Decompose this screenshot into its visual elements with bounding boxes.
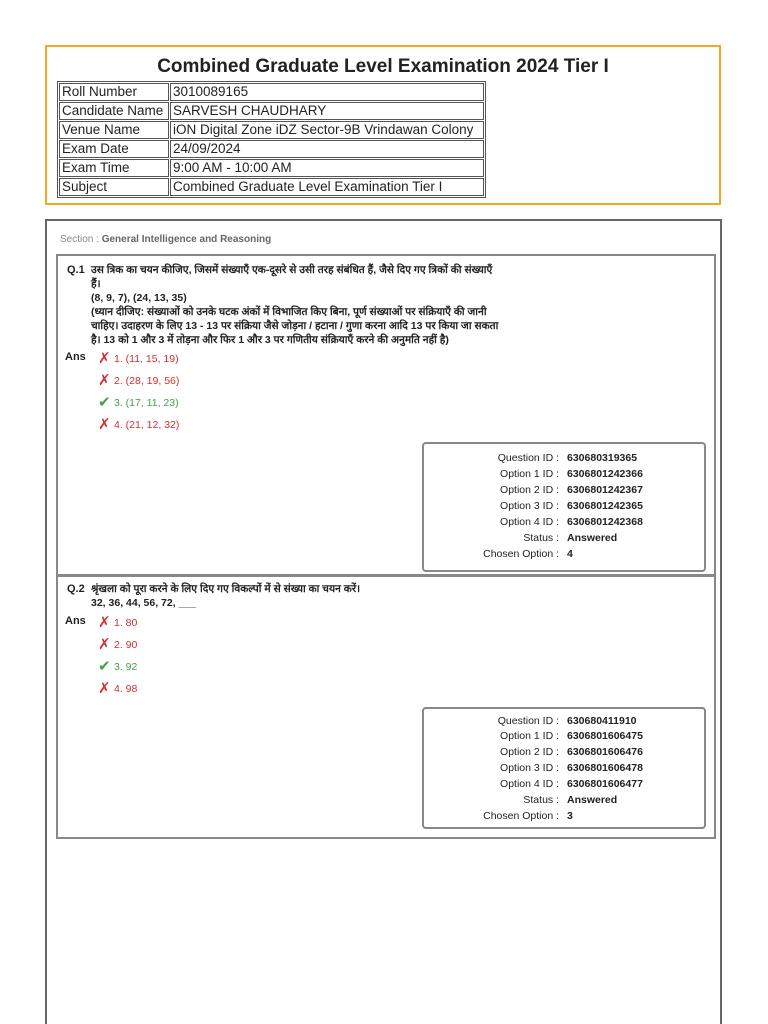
info-row [59,83,484,101]
cross-icon: ✗ [98,372,111,389]
info-value: 9:00 AM - 10:00 AM [170,159,484,177]
meta-label: Option 2 ID : [500,484,559,496]
question-line: उस त्रिक का चयन कीजिए, जिसमें संख्याएँ एक-दूसरे से उसी तरह संबंधित हैं, जैसे दिए गए त्रिकों की संख्याएँ [91,264,493,276]
question-meta [422,442,706,572]
option-id: 6306801606476 [567,746,643,758]
info-label: Subject [59,178,169,196]
answer-sheet [45,219,722,1024]
option-text: 3. 92 [114,661,138,673]
cross-icon: ✗ [98,680,111,697]
question-line: है। 13 को 1 और 3 में तोड़ना और फिर 1 और 3 पर गणितीय संक्रियाएँ करने की अनुमति नहीं है) [91,334,449,346]
option-id: 6306801606475 [567,730,643,742]
answer-option [98,613,137,631]
question-number: Q.1 [67,264,85,276]
answer-option [98,657,137,675]
meta-label: Status : [523,794,559,806]
option-id: 6306801606477 [567,778,643,790]
option-text: 4. (21, 12, 32) [114,419,180,431]
meta-label: Option 3 ID : [500,762,559,774]
option-text: 4. 98 [114,683,138,695]
candidate-info-table [57,81,486,198]
meta-label: Option 4 ID : [500,778,559,790]
question-meta [422,707,706,829]
question-text [91,582,521,610]
question-text [91,263,521,347]
option-id: 6306801242366 [567,468,643,480]
info-row [59,159,484,177]
check-icon: ✔ [98,394,111,411]
ans-label: Ans [65,351,86,363]
meta-label: Option 1 ID : [500,468,559,480]
answer-option [98,679,137,697]
cross-icon: ✗ [98,350,111,367]
section-label [60,234,271,245]
question-line: (8, 9, 7), (24, 13, 35) [91,292,187,304]
answer-option [98,415,179,433]
info-label: Exam Time [59,159,169,177]
option-id: 6306801242367 [567,484,643,496]
info-row [59,140,484,158]
status-value: Answered [567,532,618,544]
info-row [59,102,484,120]
info-value: Combined Graduate Level Examination Tier I [170,178,484,196]
info-value: SARVESH CHAUDHARY [170,102,484,120]
question-line: श्रृंखला को पूरा करने के लिए दिए गए विकल्पों में से संख्या का चयन करें। [91,583,361,595]
info-row [59,121,484,139]
answer-option [98,349,179,367]
meta-label: Question ID : [497,715,559,727]
info-row [59,178,484,196]
option-text: 1. (11, 15, 19) [114,353,179,365]
info-label: Venue Name [59,121,169,139]
question-line: (ध्यान दीजिए: संख्याओं को उनके घटक अंकों में विभाजित किए बिना, पूर्ण संख्याओं पर संक्रियाएँ की जानी [91,306,487,318]
option-text: 3. (17, 11, 23) [114,397,179,409]
meta-label: Question ID : [497,452,559,464]
meta-label: Option 4 ID : [500,516,559,528]
question-line: हैं। [91,278,101,290]
answer-option [98,371,179,389]
meta-label: Option 3 ID : [500,500,559,512]
info-label: Candidate Name [59,102,169,120]
meta-label: Option 2 ID : [500,746,559,758]
meta-label: Chosen Option : [483,548,559,560]
answer-option [98,393,179,411]
check-icon: ✔ [98,658,111,675]
question-number: Q.2 [67,583,85,595]
question-line: चाहिए। उदाहरण के लिए 13 - 13 पर संक्रिया जैसे जोड़ना / हटाना / गुणा करना आदि 13 पर किया जा सकता [91,320,499,332]
chosen-option: 3 [567,810,573,822]
meta-label: Status : [523,532,559,544]
section-prefix: Section : [60,234,99,245]
question-id: 630680319365 [567,452,638,464]
info-value: 24/09/2024 [170,140,484,158]
cross-icon: ✗ [98,636,111,653]
option-id: 6306801242368 [567,516,643,528]
info-value: iON Digital Zone iDZ Sector-9B Vrindawan Colony [170,121,484,139]
exam-title: Combined Graduate Level Examination 2024 Tier I [157,56,609,77]
ans-label: Ans [65,615,86,627]
info-label: Roll Number [59,83,169,101]
meta-label: Option 1 ID : [500,730,559,742]
option-text: 1. 80 [114,617,138,629]
chosen-option: 4 [567,548,573,560]
question-card [56,575,716,839]
cross-icon: ✗ [98,614,111,631]
question-id: 630680411910 [567,715,637,727]
option-id: 6306801606478 [567,762,643,774]
answer-option [98,635,137,653]
option-text: 2. (28, 19, 56) [114,375,180,387]
section-name: General Intelligence and Reasoning [101,234,272,245]
info-value: 3010089165 [170,83,484,101]
info-label: Exam Date [59,140,169,158]
question-line: 32, 36, 44, 56, 72, ___ [91,597,197,609]
option-text: 2. 90 [114,639,138,651]
option-id: 6306801242365 [567,500,643,512]
meta-label: Chosen Option : [483,810,559,822]
candidate-header [45,45,721,205]
question-card [56,254,716,576]
cross-icon: ✗ [98,416,111,433]
status-value: Answered [567,794,618,806]
